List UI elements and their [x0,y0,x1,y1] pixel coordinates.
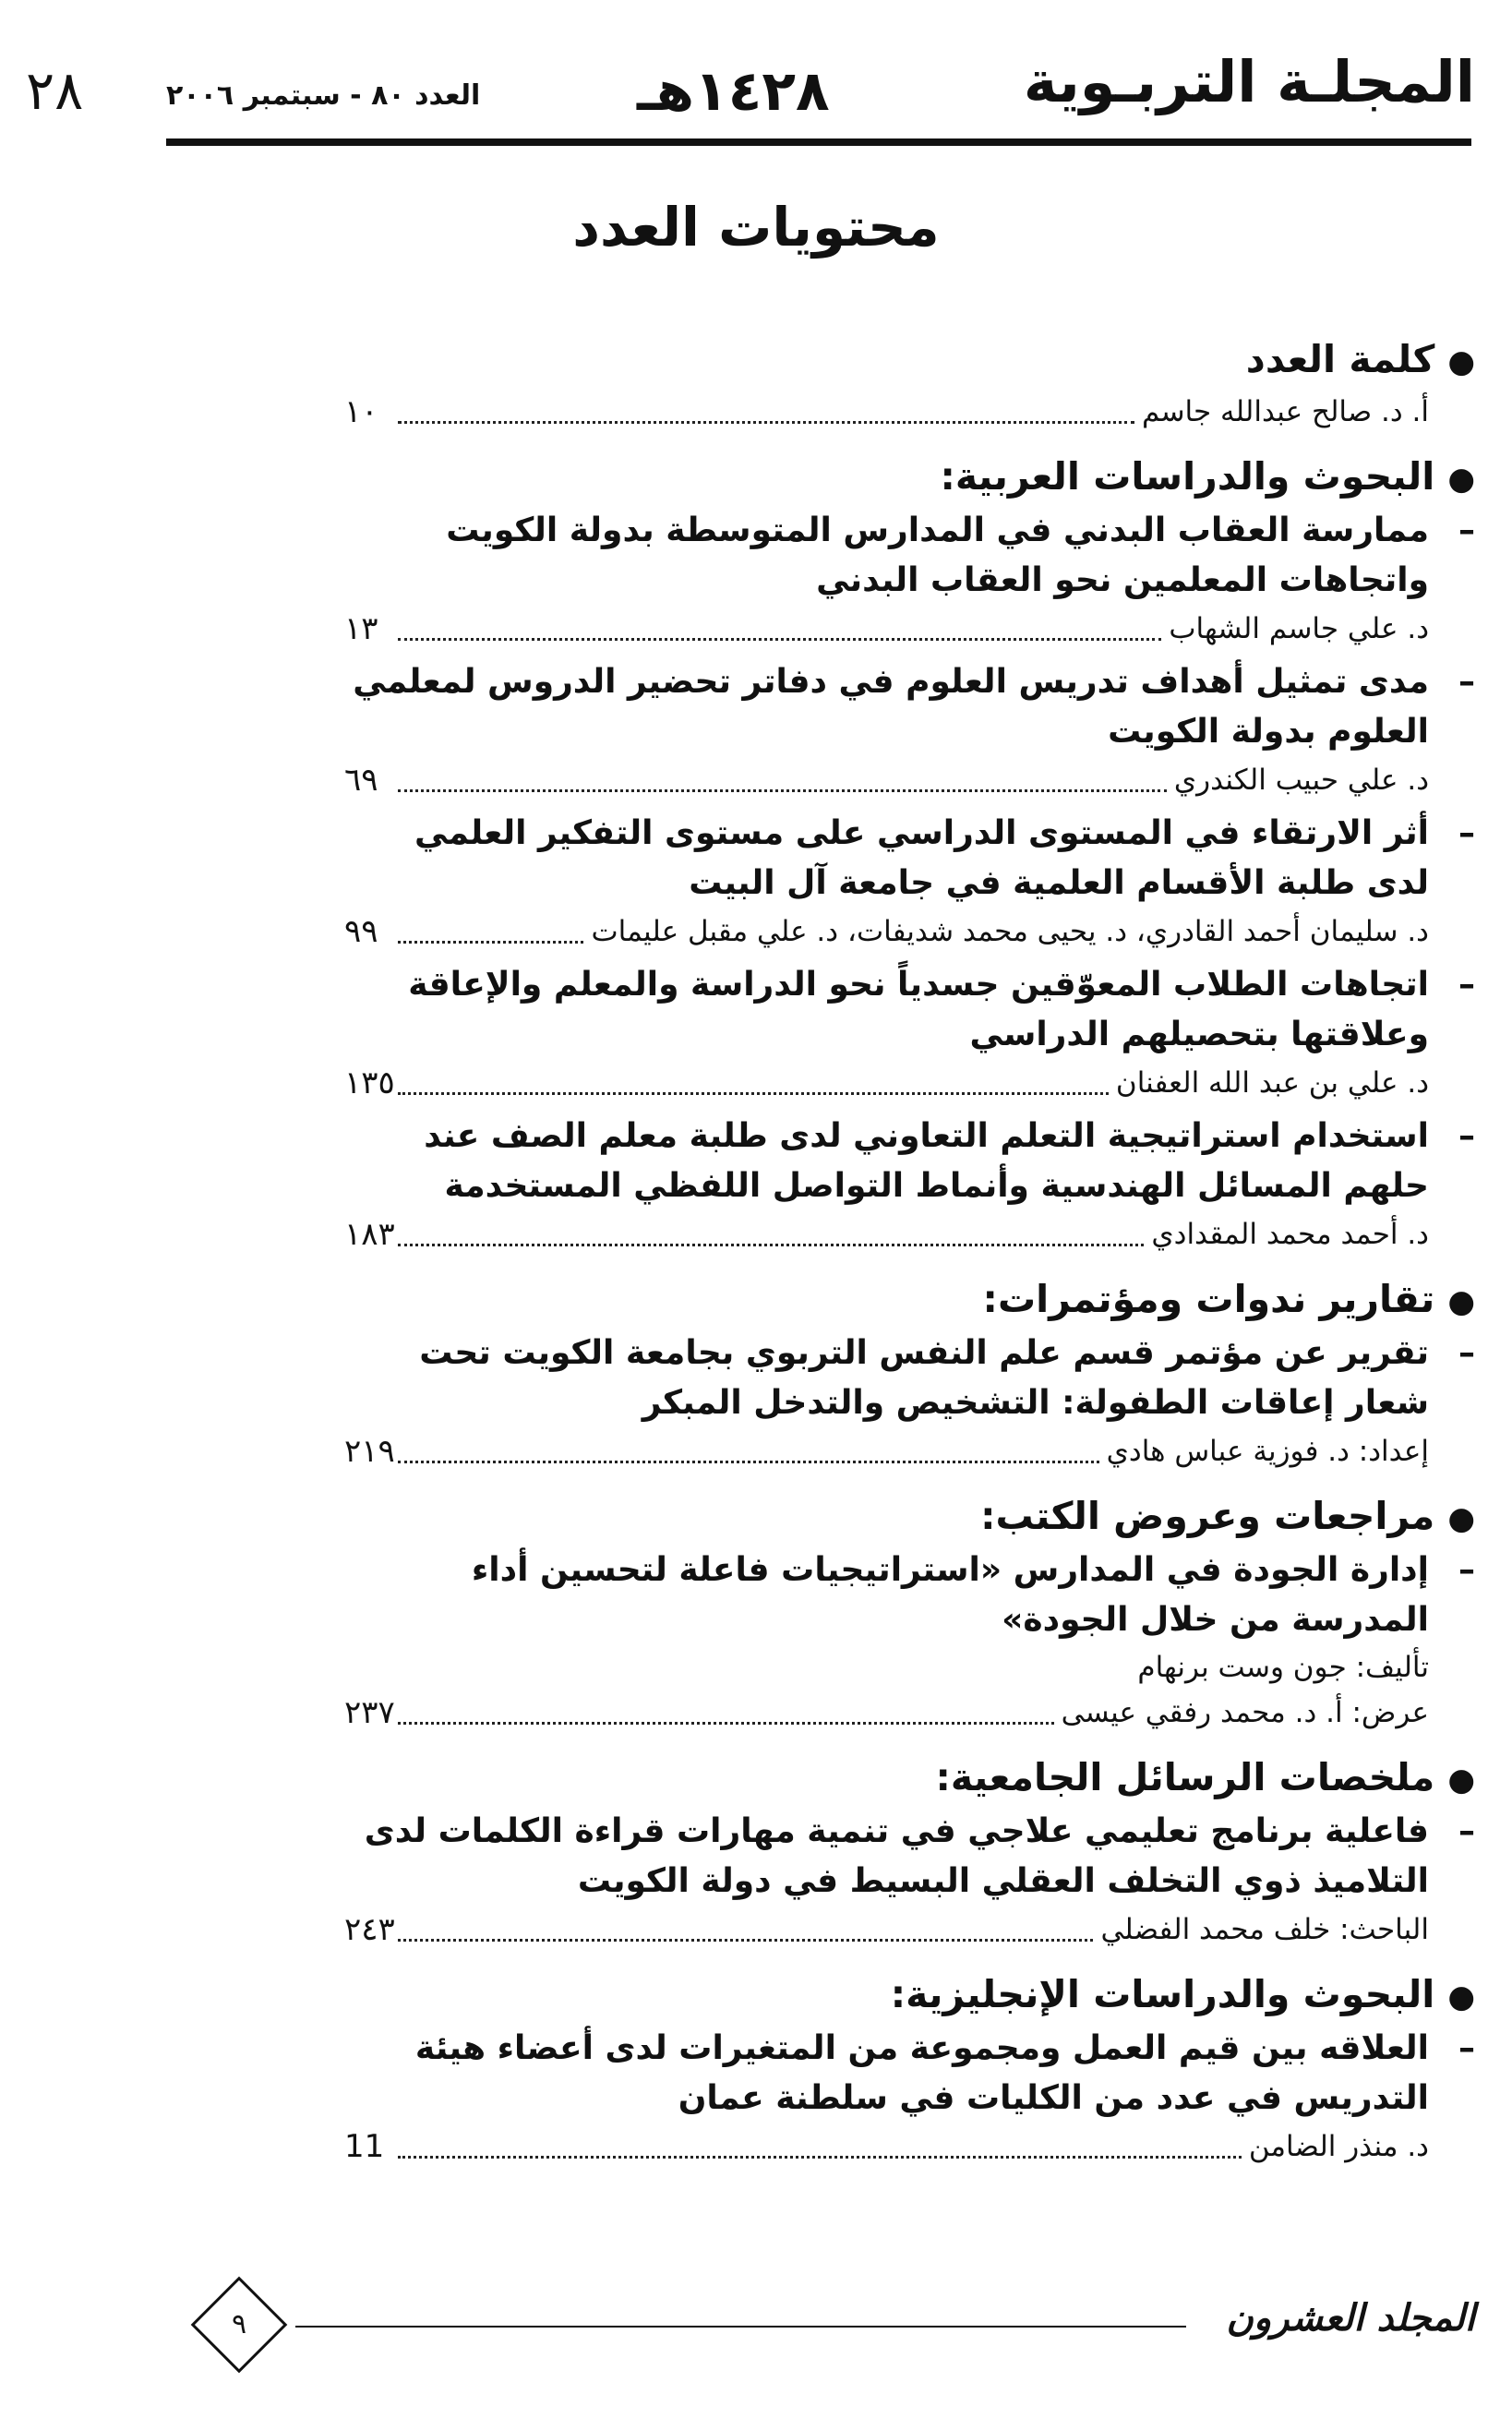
bullet-icon: ● [1447,1283,1475,1320]
entry-title: – فاعلية برنامج تعليمي علاجي في تنمية مهارات قراءة الكلمات لدى التلاميذ ذوي التخلف العقلي البسيط في دولة الكويت [344,1807,1475,1907]
toc-entry [344,2024,1475,2170]
dot-leader [398,2155,1242,2159]
bullet-icon: ● [1447,1500,1475,1537]
header-rule [166,138,1471,146]
toc-section [344,1967,1475,2170]
dash-icon: – [1458,663,1475,701]
author-row [344,1907,1475,1953]
bullet-icon: ● [1447,461,1475,498]
toc-entry [344,809,1475,955]
dot-leader [398,1938,1093,1942]
entry-page: ٦٩ [344,762,378,799]
entry-title: – اتجاهات الطلاب المعوّقين جسدياً نحو الدراسة والمعلم والإعاقة وعلاقتها بتحصيلهم الدراسي [344,960,1475,1060]
section-heading: ●تقارير ندوات ومؤتمرات: [344,1272,1475,1329]
dash-icon: – [1458,1551,1475,1589]
entry-page: ١٨٣ [344,1216,395,1253]
entry-page: ١٣ [344,610,378,647]
entry-author: د. علي جاسم الشهاب [1169,612,1429,645]
toc-section [344,332,1475,435]
author-row [344,757,1475,803]
table-of-contents [344,332,1475,2184]
dot-leader [398,1243,1144,1246]
bullet-icon: ● [1447,343,1475,380]
toc-entry [344,1546,1475,1736]
dash-icon: – [1458,966,1475,1004]
page-title: محتويات العدد [572,196,940,259]
dash-icon: – [1458,511,1475,549]
entry-author: إعداد: د. فوزية عباس هادي [1106,1435,1429,1468]
dash-icon: – [1458,1334,1475,1372]
section-heading: ●البحوث والدراسات الإنجليزية: [344,1967,1475,2024]
toc-section [344,450,1475,1257]
dash-icon: – [1458,1812,1475,1850]
toc-entry [344,1807,1475,1953]
entry-title: – أثر الارتقاء في المستوى الدراسي على مستوى التفكير العلمي لدى طلبة الأقسام العلمية في جامعة آل البيت [344,809,1475,908]
dot-leader [398,1460,1099,1463]
toc-section [344,1750,1475,1953]
entry-title: – استخدام استراتيجية التعلم التعاوني لدى طلبة معلم الصف عند حلهم المسائل الهندسية وأنماط التواصل اللفظي المستخدمة [344,1112,1475,1211]
issue-info: العدد ٨٠ - سبتمبر ٢٠٠٦ [166,79,481,112]
dot-leader [398,1721,1054,1725]
toc-entry [344,657,1475,803]
entry-page: ٢١٩ [344,1433,395,1470]
entry-author: د. أحمد محمد المقدادي [1151,1218,1429,1251]
toc-entry [344,960,1475,1106]
author-row [344,606,1475,652]
toc-entry [344,1112,1475,1257]
dash-icon: – [1458,2029,1475,2067]
author-row [344,389,1475,435]
dash-icon: – [1458,814,1475,852]
entry-page: ١٠ [344,393,378,430]
entry-author: أ. د. صالح عبدالله جاسم [1141,395,1429,428]
entry-title: – العلاقه بين قيم العمل ومجموعة من المتغيرات لدى أعضاء هيئة التدريس في عدد من الكليات في سلطنة عمان [344,2024,1475,2123]
entry-page: 11 [344,2128,385,2165]
section-heading: ●كلمة العدد [344,332,1475,389]
toc-section [344,1489,1475,1736]
entry-page: ٩٩ [344,913,378,950]
entry-author: د. منذر الضامن [1248,2130,1429,2163]
entry-author: د. علي حبيب الكندري [1173,764,1429,797]
footer-rule [295,2326,1186,2328]
entry-author: د. سليمان أحمد القادري، د. يحيى محمد شديفات، د. علي مقبل عليمات [591,915,1429,948]
section-heading: ●ملخصات الرسائل الجامعية: [344,1750,1475,1807]
dot-leader [398,420,1134,424]
entry-page: ٢٣٧ [344,1694,395,1731]
toc-entry [344,1329,1475,1474]
bullet-icon: ● [1447,1979,1475,2015]
author-row [344,1060,1475,1106]
page-number: ٩ [231,2308,247,2340]
dot-leader [398,940,583,944]
entry-translator: تأليف: جون وست برنهام [1137,1651,1429,1684]
journal-name: المجلـة التربـوية [1023,48,1475,115]
toc-entry [344,506,1475,652]
author-row [344,1690,1475,1736]
entry-page: ١٣٥ [344,1065,395,1101]
author-row [344,1211,1475,1257]
entry-title: – تقرير عن مؤتمر قسم علم النفس التربوي بجامعة الكويت تحت شعار إعاقات الطفولة: التشخيص والتدخل المبكر [344,1329,1475,1428]
entry-title: – مدى تمثيل أهداف تدريس العلوم في دفاتر تحضير الدروس لمعلمي العلوم بدولة الكويت [344,657,1475,757]
entry-page: ٢٤٣ [344,1911,395,1948]
header-code: ١٤٢٨هـ [637,59,830,124]
author-row [344,1428,1475,1474]
entry-author: عرض: أ. د. محمد رفقي عيسى [1061,1696,1429,1729]
toc-section [344,1272,1475,1474]
dot-leader [398,637,1161,641]
section-heading: ●البحوث والدراسات العربية: [344,450,1475,506]
bullet-icon: ● [1447,1762,1475,1798]
handwritten-number: ٢٨ [26,59,84,122]
dash-icon: – [1458,1117,1475,1155]
entry-author: د. علي بن عبد الله العفنان [1115,1066,1429,1100]
section-heading: ●مراجعات وعروض الكتب: [344,1489,1475,1546]
toc-entry [344,389,1475,435]
entry-title: – ممارسة العقاب البدني في المدارس المتوسطة بدولة الكويت واتجاهات المعلمين نحو العقاب البدني [344,506,1475,606]
author-row [344,2123,1475,2170]
dot-leader [398,1091,1109,1095]
volume-label: المجلد العشرون [1226,2297,1475,2340]
entry-author: الباحث: خلف محمد الفضلي [1100,1913,1429,1946]
author-row [344,908,1475,955]
dot-leader [398,788,1167,792]
entry-title: – إدارة الجودة في المدارس «استراتيجيات فاعلة لتحسين أداء المدرسة من خلال الجودة» [344,1546,1475,1645]
